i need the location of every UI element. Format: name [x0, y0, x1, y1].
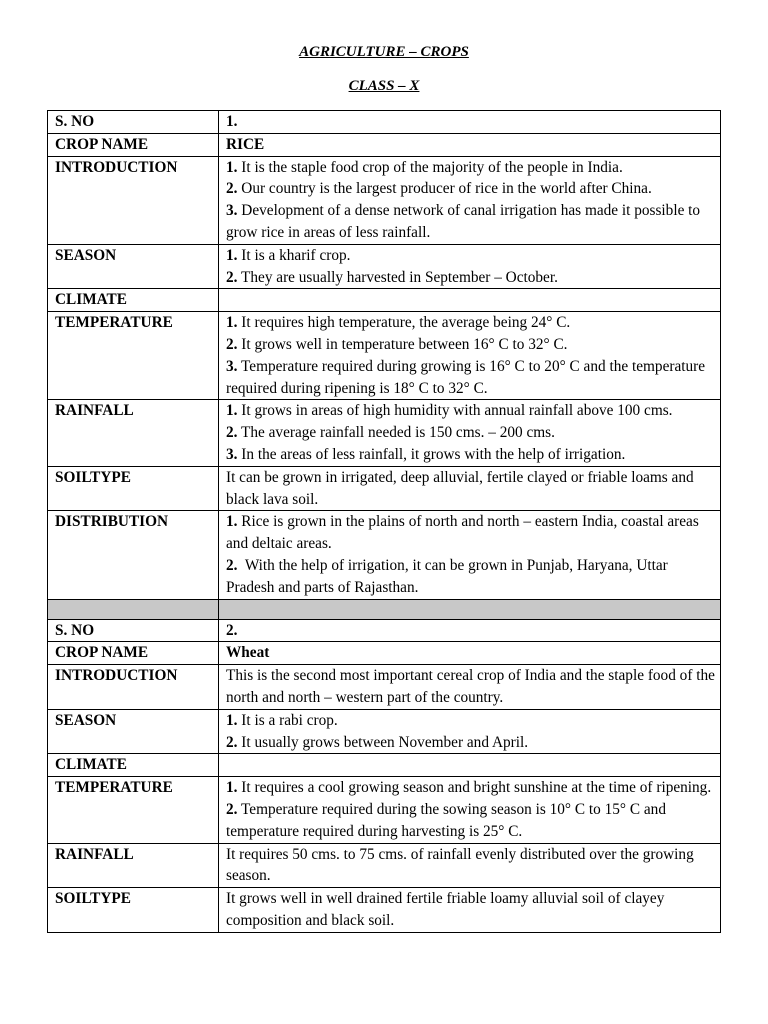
value-text: 1.	[226, 113, 238, 130]
row-label: SOILTYPE	[48, 466, 219, 511]
value-line	[226, 312, 720, 334]
row-value	[219, 709, 721, 754]
row-value	[219, 400, 721, 466]
point-text: With the help of irrigation, it can be grown in Punjab, Haryana, Uttar Pradesh and parts of Rajasthan.	[226, 556, 672, 596]
point-number: 1.	[226, 779, 238, 797]
table-row	[48, 111, 721, 134]
point-text: In the areas of less rainfall, it grows with the help of irrigation.	[237, 445, 626, 463]
point-text: It is a rabi crop.	[237, 711, 338, 729]
row-value	[219, 642, 721, 665]
point-text: Temperature required during growing is 16° C to 20° C and the temperature required during ripening is 18° C to 32° C.	[226, 357, 709, 397]
point-text: It is a kharif crop.	[237, 246, 351, 264]
value-text: Wheat	[226, 644, 270, 662]
point-number: 1.	[226, 513, 238, 531]
row-label: SEASON	[48, 244, 219, 289]
row-label: RAINFALL	[48, 400, 219, 466]
separator-cell	[219, 599, 721, 619]
point-text: It grows well in well drained fertile friable loamy alluvial soil of clayey composition and black soil.	[226, 890, 669, 929]
row-label: RAINFALL	[48, 843, 219, 888]
point-text: It is the staple food crop of the majority of the people in India.	[237, 158, 623, 176]
point-text: They are usually harvested in September – October.	[237, 268, 558, 286]
row-value	[219, 619, 721, 642]
row-label: INTRODUCTION	[48, 156, 219, 244]
point-number: 2.	[226, 335, 238, 353]
point-text: It grows in areas of high humidity with annual rainfall above 100 cms.	[237, 402, 673, 420]
row-label: S. NO	[48, 619, 219, 642]
point-number: 1.	[226, 402, 238, 420]
table-row	[48, 754, 721, 777]
value-line	[226, 732, 720, 754]
value-line	[226, 799, 720, 843]
row-value	[219, 754, 721, 777]
value-line	[226, 444, 720, 466]
point-text: Rice is grown in the plains of north and north – eastern India, coastal areas and deltaic areas.	[226, 513, 703, 553]
value-line	[226, 178, 720, 200]
value-line	[226, 620, 720, 642]
point-number: 3.	[226, 357, 238, 375]
row-value	[219, 289, 721, 312]
value-line	[226, 642, 720, 664]
value-line	[226, 844, 720, 888]
table-row	[48, 843, 721, 888]
table-row	[48, 642, 721, 665]
row-label: SEASON	[48, 709, 219, 754]
point-text: Development of a dense network of canal irrigation has made it possible to grow rice in areas of less rainfall.	[226, 202, 704, 241]
value-line	[226, 267, 720, 289]
value-line	[226, 422, 720, 444]
table-row	[48, 244, 721, 289]
document-title: AGRICULTURE – CROPS	[299, 44, 469, 60]
point-text: Our country is the largest producer of rice in the world after China.	[237, 180, 652, 198]
crop-table-body	[48, 111, 721, 933]
row-value	[219, 133, 721, 156]
point-text: It usually grows between November and April.	[237, 733, 529, 751]
point-number: 1.	[226, 246, 238, 264]
point-text: It requires high temperature, the average being 24° C.	[237, 314, 571, 332]
value-text: RICE	[226, 135, 265, 153]
value-line	[226, 665, 720, 709]
document-subtitle: CLASS – X	[348, 78, 420, 94]
row-label: TEMPERATURE	[48, 777, 219, 843]
point-text: It grows well in temperature between 16° C to 32° C.	[237, 335, 568, 353]
crop-table	[47, 110, 721, 933]
table-row	[48, 665, 721, 710]
point-number: 2.	[226, 800, 238, 818]
row-label: CROP NAME	[48, 642, 219, 665]
row-value	[219, 843, 721, 888]
table-row	[48, 289, 721, 312]
value-line	[226, 888, 720, 932]
point-number: 1.	[226, 314, 238, 332]
row-value	[219, 156, 721, 244]
value-line	[226, 467, 720, 511]
row-label: S. NO	[48, 111, 219, 134]
point-text: It requires 50 cms. to 75 cms. of rainfall evenly distributed over the growing season.	[226, 845, 698, 885]
value-line	[226, 356, 720, 400]
point-number: 2.	[226, 180, 238, 198]
row-value	[219, 777, 721, 843]
table-row	[48, 312, 721, 400]
point-text: The average rainfall needed is 150 cms. – 200 cms.	[237, 424, 555, 442]
separator-cell	[48, 599, 219, 619]
point-number: 2.	[226, 268, 238, 286]
row-label: SOILTYPE	[48, 888, 219, 933]
row-value	[219, 888, 721, 933]
point-number: 1.	[226, 158, 238, 176]
point-text: Temperature required during the sowing season is 10° C to 15° C and temperature required during harvesting is 25° C.	[226, 800, 670, 840]
value-line	[226, 555, 720, 599]
table-row	[48, 777, 721, 843]
point-number: 3.	[226, 445, 238, 463]
value-line	[226, 511, 720, 555]
point-number: 1.	[226, 711, 238, 729]
point-text: It can be grown in irrigated, deep alluvial, fertile clayed or friable loams and black lava soil.	[226, 468, 698, 508]
table-row	[48, 400, 721, 466]
point-text: This is the second most important cereal crop of India and the staple food of the north and north – western part of the country.	[226, 667, 719, 706]
table-row	[48, 619, 721, 642]
value-line	[226, 157, 720, 179]
table-row	[48, 156, 721, 244]
point-number: 2.	[226, 556, 238, 574]
row-value	[219, 665, 721, 710]
row-value	[219, 111, 721, 134]
row-label: CLIMATE	[48, 754, 219, 777]
value-line	[226, 245, 720, 267]
point-number: 2.	[226, 733, 238, 751]
table-row	[48, 466, 721, 511]
table-row	[48, 709, 721, 754]
row-value	[219, 511, 721, 599]
value-text: 2.	[226, 621, 238, 639]
separator-row	[48, 599, 721, 619]
point-text: It requires a cool growing season and bright sunshine at the time of ripening.	[237, 779, 712, 797]
point-number: 2.	[226, 424, 238, 442]
value-line	[226, 400, 720, 422]
row-value	[219, 312, 721, 400]
row-label: DISTRIBUTION	[48, 511, 219, 599]
value-line	[226, 777, 720, 799]
table-row	[48, 888, 721, 933]
value-line	[226, 710, 720, 732]
row-label: CLIMATE	[48, 289, 219, 312]
row-value	[219, 244, 721, 289]
table-row	[48, 511, 721, 599]
row-label: CROP NAME	[48, 133, 219, 156]
row-value	[219, 466, 721, 511]
value-line	[226, 200, 720, 244]
point-number: 3.	[226, 202, 238, 220]
value-line	[226, 111, 720, 133]
row-label: TEMPERATURE	[48, 312, 219, 400]
table-row	[48, 133, 721, 156]
row-label: INTRODUCTION	[48, 665, 219, 710]
value-line	[226, 334, 720, 356]
value-line	[226, 134, 720, 156]
